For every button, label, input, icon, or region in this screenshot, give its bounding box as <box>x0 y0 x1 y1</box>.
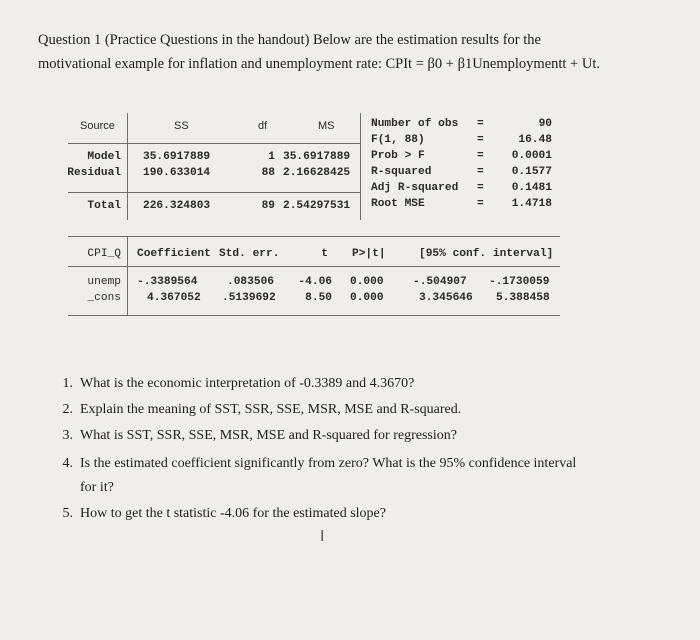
coef-header-coefficient: Coefficient <box>137 248 211 260</box>
coef-stderr-cons: .5139692 <box>222 292 276 304</box>
question-text-continued: for it? <box>80 480 114 495</box>
question-text: What is the economic interpretation of -0.3389 and 4.3670? <box>80 376 415 391</box>
question-intro <box>38 28 678 76</box>
stat-eq-rootmse: = <box>477 198 484 210</box>
coef-p-cons: 0.000 <box>350 292 384 304</box>
coef-stderr-unemp: .083506 <box>227 276 274 288</box>
anova-rule-header <box>68 143 360 144</box>
anova-divider-left <box>127 113 128 220</box>
coef-header-var: CPI_Q <box>87 248 121 260</box>
stat-value-adjrsq: 0.1481 <box>511 182 552 194</box>
anova-ms-residual: 2.16628425 <box>283 167 351 179</box>
stat-label-rsq: R-squared <box>371 166 432 178</box>
coef-ci-low-cons: 3.345646 <box>419 292 473 304</box>
anova-df-total: 89 <box>261 200 275 212</box>
coef-header-stderr: Std. err. <box>219 248 280 260</box>
coef-rule-header <box>68 266 560 267</box>
coef-p-unemp: 0.000 <box>350 276 384 288</box>
anova-source-total: Total <box>87 200 121 212</box>
coef-divider <box>127 236 128 316</box>
intro-line-1: Question 1 (Practice Questions in the handout) Below are the estimation results for the <box>38 32 541 48</box>
coef-coefficient-cons: 4.367052 <box>147 292 201 304</box>
question-number: 3. <box>62 428 73 443</box>
coef-t-cons: 8.50 <box>305 292 332 304</box>
question-text: Is the estimated coefficient significantly from zero? What is the 95% confidence interval <box>80 456 577 471</box>
question-number: 4. <box>62 456 73 471</box>
anova-ss-total: 226.324803 <box>143 200 211 212</box>
question-number: 2. <box>62 402 73 417</box>
coef-var-unemp: unemp <box>87 276 121 288</box>
question-text: How to get the t statistic -4.06 for the estimated slope? <box>80 506 386 521</box>
coef-ci-high-unemp: -.1730059 <box>489 276 550 288</box>
stat-eq-rsq: = <box>477 166 484 178</box>
stat-label-adjrsq: Adj R-squared <box>371 182 459 194</box>
stat-label-probf: Prob > F <box>371 150 425 162</box>
anova-header-ss: SS <box>174 120 189 132</box>
anova-ss-model: 35.6917889 <box>143 151 211 163</box>
coef-t-unemp: -4.06 <box>298 276 332 288</box>
stat-eq-nobs: = <box>477 118 484 130</box>
anova-source-residual: Residual <box>67 167 121 179</box>
anova-df-residual: 88 <box>261 167 275 179</box>
anova-df-model: 1 <box>268 151 275 163</box>
stat-label-rootmse: Root MSE <box>371 198 425 210</box>
stat-value-rootmse: 1.4718 <box>511 198 552 210</box>
anova-divider-right <box>360 113 361 220</box>
stat-value-f: 16.48 <box>518 134 552 146</box>
stat-eq-f: = <box>477 134 484 146</box>
stat-value-nobs: 90 <box>538 118 552 130</box>
anova-header-source: Source <box>80 120 115 132</box>
question-number: 1. <box>62 376 73 391</box>
intro-line-2: motivational example for inflation and unemployment rate: CPIt = β0 + β1Unemploymentt + Ut. <box>38 56 600 72</box>
stat-value-rsq: 0.1577 <box>511 166 552 178</box>
anova-header-ms: MS <box>318 120 335 132</box>
anova-rule-total <box>68 192 360 193</box>
coef-rule-top <box>68 236 560 237</box>
question-text: Explain the meaning of SST, SSR, SSE, MSR, MSE and R-squared. <box>80 402 462 417</box>
text-cursor-icon: I <box>320 527 325 545</box>
stat-eq-probf: = <box>477 150 484 162</box>
coef-var-cons: _cons <box>87 292 121 304</box>
stat-eq-adjrsq: = <box>477 182 484 194</box>
coef-coefficient-unemp: -.3389564 <box>137 276 198 288</box>
coef-ci-high-cons: 5.388458 <box>496 292 550 304</box>
anova-header-df: df <box>258 120 268 132</box>
anova-ss-residual: 190.633014 <box>143 167 211 179</box>
coef-header-ci: [95% conf. interval] <box>419 248 554 260</box>
stat-label-nobs: Number of obs <box>371 118 459 130</box>
question-number: 5. <box>62 506 73 521</box>
coef-header-t: t <box>321 248 328 260</box>
stat-label-f: F(1, 88) <box>371 134 425 146</box>
coef-header-p: P>|t| <box>352 248 386 260</box>
question-text: What is SST, SSR, SSE, MSR, MSE and R-squared for regression? <box>80 428 457 443</box>
coef-ci-low-unemp: -.504907 <box>413 276 467 288</box>
anova-ms-total: 2.54297531 <box>283 200 351 212</box>
anova-ms-model: 35.6917889 <box>283 151 351 163</box>
stat-value-probf: 0.0001 <box>511 150 552 162</box>
anova-source-model: Model <box>87 151 121 163</box>
coef-rule-bottom <box>68 315 560 316</box>
